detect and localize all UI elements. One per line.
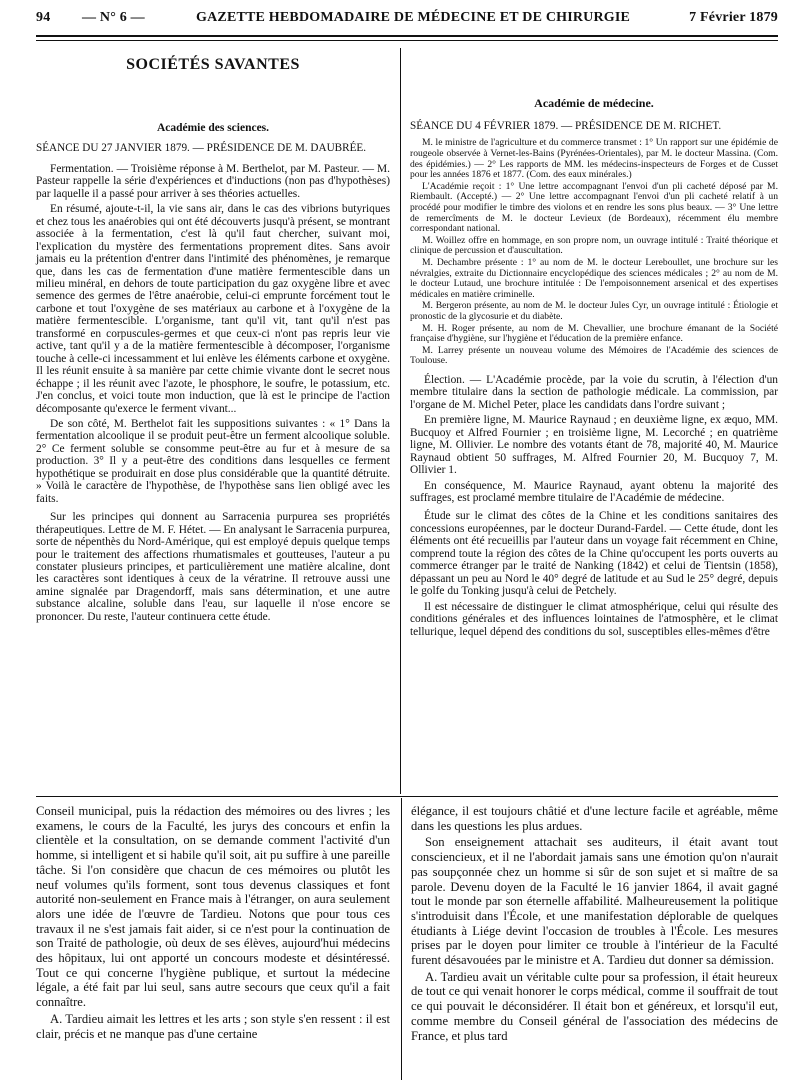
- academy-medicine-heading: Académie de médecine.: [534, 96, 654, 110]
- academy-sciences-heading: Académie des sciences.: [156, 122, 270, 134]
- issue-date: 7 Février 1879: [689, 10, 778, 25]
- bottom-column-divider: [401, 798, 402, 1080]
- paragraph: M. le ministre de l'agriculture et du commerce transmet : 1° Un rapport sur une épidémie de rougeole observée à Vernet-les-Bains (Pyrénées-Orientales), par M. le docteur Massina. (Com. des épidémies.) — 2° Les rapports de MM. les médecins-inspecteurs de Forges et de Cusset pour les années 1876 et 1877. (Com. des eaux minérales.): [410, 137, 778, 181]
- paragraph: M. Woillez offre en hommage, en son propre nom, un ouvrage intitulé : Traité théorique et clinique de percussion et d'auscultation.: [410, 234, 778, 257]
- section-title: SOCIÉTÉS SAVANTES: [126, 56, 300, 73]
- paragraph: A. Tardieu avait un véritable culte pour sa profession, il était heureux de tout ce qui venait honorer le corps médical, comme il souffrait de tout ce qui pouvait le déconsidérer. Il était bon et généreux, et lorsqu'il eut, comme membre du Conseil général de l'association des médecins de France, et plus tard: [411, 969, 778, 1043]
- paragraph: En résumé, ajoute-t-il, la vie sans air, dans le cas des vibrions butyriques et chez tous les anaérobies qui ont été découverts jusqu'à présent, se montrant associée à la fermentation, c'est là qu'il faut chercher, suivant moi, l'explication du mystère des fermentations proprement dites. Sans avoir jamais eu la prétention d'entrer dans l'intimité des phénomènes, je remarque que, dans les cas de fermentation d'une matière fermentescible dans un milieu minéral, en dehors de toute participation du gaz oxygène libre et avec semence des germes de l'être anaérobie, celui-ci emprunte forcément tout le carbone et tout l'oxygène de ses matériaux au carbone et à l'oxygène de la matière fermentescible. L'organisme, tant qu'il vit, tant qu'il n'est pas transformé en corpuscules-germes et que ceux-ci n'ont pas repris leur vie active, tant qu'il y a de la matière fermentescible à décomposer, l'organisme touche à celle-ci incessamment et lui enlève les éléments carbone et oxygène. Il les réunit ensuite à sa manière par cette chimie vivante dont le secret nous échappe ; il les réunit avec l'azote, le phosphore, le soufre, le potassium, etc. J'en conclus, et voici toute mon induction, que là est le principe de l'action décomposante qu'exerce le ferment vivant...: [36, 203, 390, 415]
- column-divider: [400, 48, 401, 794]
- paragraph: L'Académie reçoit : 1° Une lettre accompagnant l'envoi d'un pli cacheté déposé par M. Riembault. (Accepté.) — 2° Une lettre accompagnant l'envoi d'un pli cacheté relatif à un procédé pour modifier le timbre des violons et en rendre les sons plus beaux. — 3° Une lettre de remercîments de M. le docteur Levieux (de Bordeaux), récemment élu membre correspondant national.: [410, 180, 778, 235]
- bottom-left-column: [36, 804, 390, 1043]
- paragraph: En première ligne, M. Maurice Raynaud ; en deuxième ligne, ex æquo, MM. Bucquoy et Alfred Fournier ; en troisième ligne, M. Lecorché ; en quatrième ligne, M. Ollivier. Le nombre des votants étant de 78, majorité 40, M. Maurice Raynaud obtient 50 suffrages, M. Alfred Fournier 20, M. Bucquoy 7, M. Ollivier 1.: [410, 414, 778, 477]
- paragraph: Étude sur le climat des côtes de la Chine et les conditions sanitaires des concessions européennes, par le docteur Durand-Fardel. — Cette étude, dont les éléments ont été recueillis par l'auteur dans un voyage fait récemment en Chine, comprend toute la région des côtes de la Chine qu'occupent les ports ouverts au commerce étranger par le traité de Nanking (1842) et celui de Tientsin (1858), dépassant un peu au Nord le 40° degré de latitude et au Sud le 25° degré, depuis le golfe du Tonking jusqu'à celui de Petchely.: [410, 510, 778, 598]
- page-header: [36, 10, 778, 32]
- paragraph: Élection. — L'Académie procède, par la voie du scrutin, à l'élection d'un membre titulaire dans la section de pathologie médicale. La commission, par l'organe de M. Michel Peter, place les candidats dans l'ordre suivant ;: [410, 373, 778, 411]
- issue-number: — N° 6 —: [82, 10, 145, 25]
- paragraph: En conséquence, M. Maurice Raynaud, ayant obtenu la majorité des suffrages, est proclamé membre titulaire de l'Académie de médecine.: [410, 479, 778, 504]
- right-column: [410, 120, 778, 641]
- header-rule-bottom: [36, 40, 778, 41]
- correspondence-block: [410, 138, 778, 366]
- paragraph: élégance, il est toujours châtié et d'une lecture facile et agréable, même dans les questions les plus ardues.: [411, 804, 778, 833]
- session-heading-medicine: SÉANCE DU 4 FÉVRIER 1879. — PRÉSIDENCE DE M. RICHET.: [410, 120, 722, 132]
- journal-title: GAZETTE HEBDOMADAIRE DE MÉDECINE ET DE CHIRURGIE: [196, 10, 631, 25]
- paragraph: Son enseignement attachait ses auditeurs, il était avant tout consciencieux, et il ne l'abordait jamais sans une émotion qu'on n'aurait pas soupçonnée chez un homme si sûr de son sujet et si maître de sa parole. Devenu doyen de la Faculté le 16 janvier 1864, il avait gagné tout le monde par son éternelle affabilité. Malheureusement la politique s'introduisit dans l'École, et une manifestation déplorable de quelques étudiants à Liége devint l'occasion de troubles à l'École. Les mesures prises par le doyen pour limiter ce trouble à l'intérieur de la Faculté furent désavouées par le ministre et A. Tardieu dut donner sa démission.: [411, 835, 778, 968]
- page-number: 94: [36, 10, 51, 25]
- paragraph: M. H. Roger présente, au nom de M. Chevallier, une brochure émanant de la Société française d'hygiène, sur l'hygiène et l'éducation de la première enfance.: [410, 322, 778, 345]
- session-heading-sciences: SÉANCE DU 27 JANVIER 1879. — PRÉSIDENCE DE M. DAUBRÉE.: [36, 142, 367, 155]
- paragraph: A. Tardieu aimait les lettres et les arts ; son style s'en ressent : il est clair, précis et ne manque pas d'une certaine: [36, 1011, 390, 1041]
- paragraph: De son côté, M. Berthelot fait les suppositions suivantes : « 1° Dans la fermentation alcoolique il se produit peut-être un ferment alcoolique soluble. 2° Ce ferment soluble se consomme peut-être au fur et à mesure de sa production. 3° Il y a peut-être des conditions dans lesquelles ce ferment hypothétique se produirait en dose plus considérable que la quantité détruite. » Voilà le caractère de l'hypothèse, de l'hypothèse sans lien obligé avec les faits.: [36, 417, 390, 505]
- paragraph: Fermentation. — Troisième réponse à M. Berthelot, par M. Pasteur. — M. Pasteur rappelle la série d'expériences et d'inductions (non pas d'hypothèses) par laquelle il a passé pour arriver à ses théories actuelles.: [36, 162, 390, 200]
- paragraph: M. Dechambre présente : 1° au nom de M. le docteur Lereboullet, une brochure sur les névralgies, extraite du Dictionnaire encyclopédique des sciences médicales ; 2° au nom de M. le docteur Lutaud, une brochure intitulée : De l'empoisonnement arsenical et des expertises médicales en matière criminelle.: [410, 256, 778, 300]
- paragraph: Conseil municipal, puis la rédaction des mémoires ou des livres ; les examens, le cours de la Faculté, les jurys des concours et enfin la clientèle et la consultation, on se demande comment l'activité d'un homme, si intelligent et si habile qu'il soit, ait pu suffire à une pareille tâche. Si l'on considère que chacun de ces mémoires ou plutôt les neuf volumes qu'ils forment, sont tous devenus classiques et font autorité non-seulement en France mais à l'étranger, on aura seulement alors une idée de l'œuvre de Tardieu. Notons que pour tous ces travaux il ne s'est jamais fait aider, si ce n'est pour la continuation de son Traité de pathologie, où deux de ses élèves, aujourd'hui médecins des hôpitaux, lui ont apporté un concours modeste et désintéressé. Tout ce qui concerne l'hygiène publique, et surtout la médecine légale, a été fait par lui seul, sans autre secours que ceux qu'il a fait connaître.: [36, 804, 390, 1010]
- bottom-right-column: [411, 804, 778, 1045]
- feuilleton-rule: [36, 796, 778, 797]
- paragraph: M. Bergeron présente, au nom de M. le docteur Jules Cyr, un ouvrage intitulé : Étiologie et pronostic de la glycosurie et du diabète.: [410, 300, 778, 322]
- left-column: [36, 122, 390, 626]
- paragraph: M. Larrey présente un nouveau volume des Mémoires de l'Académie des sciences de Toulouse.: [410, 344, 778, 367]
- paragraph: Il est nécessaire de distinguer le climat atmosphérique, celui qui résulte des conditions générales et des influences lointaines de l'atmosphère, et le climat tellurique, lequel dépend des conditions du sol, susceptibles elles-mêmes d'être: [410, 600, 778, 638]
- header-rule-top: [36, 35, 778, 37]
- paragraph: Sur les principes qui donnent au Sarracenia purpurea ses propriétés thérapeutiques. Lettre de M. F. Hétet. — En analysant le Sarracenia purpurea, sorte de népenthès du Nord-Amérique, qui est employé depuis quelque temps pour le traitement des affections rhumatismales et goutteuses, l'auteur a pu constater plusieurs principes, et particulièrement une matière alcaline, dont les caractères sont identiques à ceux de la vératrine. Il retrouve aussi une amine signalée par Dragendorff, mais sans détermination, et une autre substance alcaline, soluble dans l'eau, sur laquelle il n'ose encore se prononcer. Du reste, l'auteur continuera cette étude.: [36, 511, 390, 623]
